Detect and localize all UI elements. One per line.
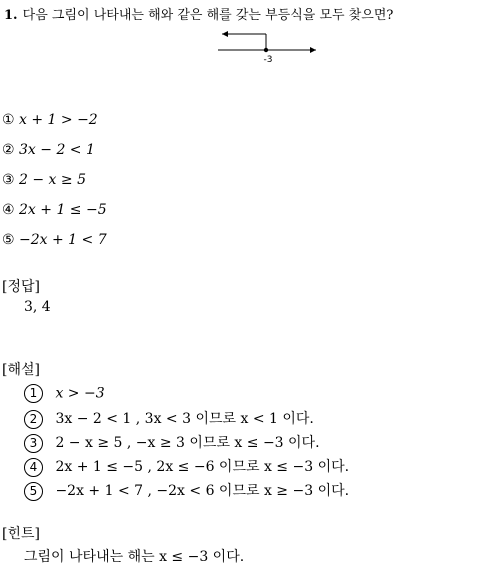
explanation-text-1: x > −3: [55, 385, 105, 402]
option-3-expr: 2 − x ≥ 5: [19, 172, 86, 188]
question-header: [4, 4, 393, 23]
explanation-header: [해설]: [2, 362, 40, 378]
option-5-mark: ⑤: [2, 232, 15, 248]
explanation-item-2: [24, 408, 314, 429]
hint-header: [힌트]: [2, 526, 40, 542]
option-1-mark: ①: [2, 112, 15, 128]
option-5-expr: −2x + 1 < 7: [19, 232, 107, 248]
explanation-item-1: [24, 384, 105, 403]
explanation-item-5: [24, 480, 349, 501]
circled-number-4: 4: [24, 458, 43, 477]
number-line-figure: [212, 28, 322, 68]
circled-number-1: 1: [24, 384, 43, 403]
hint-text: 그림이 나타내는 해는 x ≤ −3 이다.: [24, 549, 245, 565]
circled-number-2: 2: [24, 410, 43, 429]
option-1-expr: x + 1 > −2: [19, 112, 98, 128]
option-4-expr: 2x + 1 ≤ −5: [19, 202, 107, 218]
answer-value: 3, 4: [24, 299, 51, 315]
question-number: 1.: [4, 8, 18, 23]
number-line-right-arrow: [310, 47, 316, 53]
option-3-mark: ③: [2, 172, 15, 188]
circled-number-5: 5: [24, 482, 43, 501]
option-4-mark: ④: [2, 202, 15, 218]
option-2-mark: ②: [2, 142, 15, 158]
point-label: -3: [263, 55, 273, 65]
explanation-text-5: −2x + 1 < 7 , −2x < 6 이므로 x ≥ −3 이다.: [55, 483, 350, 499]
explanation-text-4: 2x + 1 ≤ −5 , 2x ≤ −6 이므로 x ≤ −3 이다.: [55, 459, 350, 475]
option-2[interactable]: [2, 142, 95, 158]
circled-number-3: 3: [24, 434, 43, 453]
option-1[interactable]: [2, 112, 98, 128]
answer-header: [정답]: [2, 279, 40, 295]
option-3[interactable]: [2, 172, 86, 188]
option-4[interactable]: [2, 202, 107, 218]
option-5[interactable]: [2, 232, 107, 248]
explanation-item-4: [24, 456, 349, 477]
closed-point: [264, 48, 268, 52]
explanation-text-2: 3x − 2 < 1 , 3x < 3 이므로 x < 1 이다.: [55, 411, 314, 427]
option-2-expr: 3x − 2 < 1: [19, 142, 95, 158]
solution-ray-arrow: [222, 31, 228, 37]
question-text: 다음 그림이 나타내는 해와 같은 해를 갖는 부등식을 모두 찾으면?: [22, 8, 394, 23]
explanation-text-3: 2 − x ≥ 5 , −x ≥ 3 이므로 x ≤ −3 이다.: [55, 435, 320, 451]
explanation-item-3: [24, 432, 320, 453]
